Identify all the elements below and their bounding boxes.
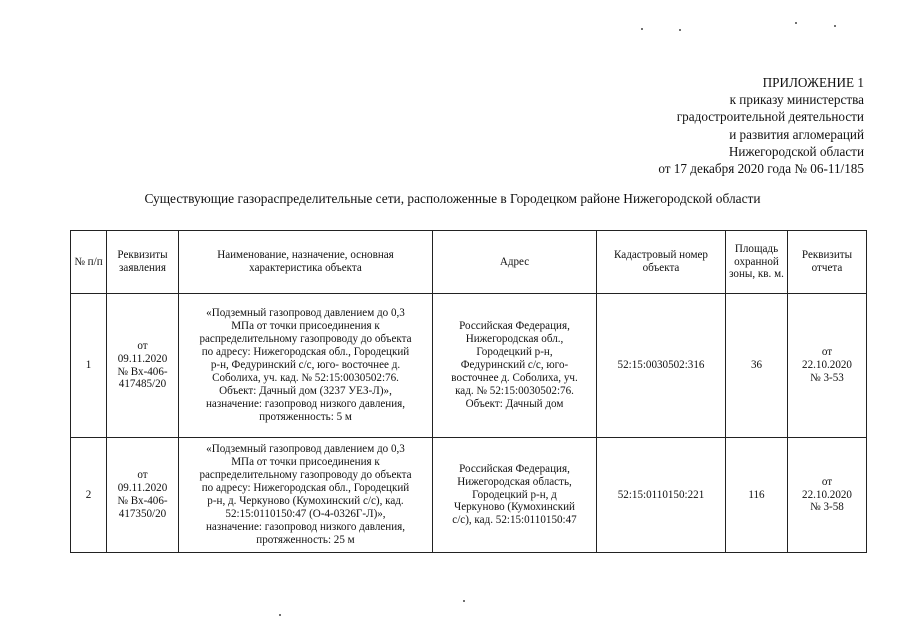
cell-num: 2 — [71, 438, 107, 553]
cell-address: Российская Федерация, Нижегородская обл., Городецкий р-н, Федуринский с/с, юго- восточнее д. Соболиха, уч. кад. № 52:15:0030502:76. Объект: Дачный дом — [433, 294, 597, 438]
appendix-title: ПРИЛОЖЕНИЕ 1 — [762, 75, 864, 90]
cell-request: от 09.11.2020 № Вх-406- 417350/20 — [107, 438, 179, 553]
table-header-row — [71, 231, 867, 294]
cell-address: Российская Федерация, Нижегородская область, Городецкий р-н, д Черкуново (Кумохинский с/с), кад. 52:15:0110150:47 — [433, 438, 597, 553]
cell-name: «Подземный газопровод давлением до 0,3 МПа от точки присоединения к распределительному газопроводу до объекта по адресу: Нижегородская обл., Городецкий р-н, Федуринский с/с, юго- восточнее д. Соболиха, уч. кад. № 52:15:0030502:76. Объект: Дачный дом (3237 УЕЗ-Л)», назначение: газопровод низкого давления, протяженность: 5 м — [179, 294, 433, 438]
header-cadastral: Кадастровый номер объекта — [597, 231, 726, 294]
header-report: Реквизиты отчета — [788, 231, 867, 294]
header-area: Площадь охранной зоны, кв. м. — [726, 231, 788, 294]
appendix-line: и развития агломераций — [729, 126, 864, 142]
header-address: Адрес — [433, 231, 597, 294]
cell-area: 36 — [726, 294, 788, 438]
cell-num: 1 — [71, 294, 107, 438]
appendix-line: Нижегородской области — [728, 143, 864, 159]
header-request: Реквизиты заявления — [107, 231, 179, 294]
appendix-header — [658, 74, 864, 177]
header-name: Наименование, назначение, основная характеристика объекта — [179, 231, 433, 294]
scan-speck — [834, 25, 836, 27]
scan-speck — [279, 614, 281, 616]
cell-name: «Подземный газопровод давлением до 0,3 МПа от точки присоединения к распределительному газопроводу до объекта по адресу: Нижегородская обл., Городецкий р-н, д. Черкуново (Кумохинский с/с), кад. 52:15:0110150:47 (О-4-0326Г-Л)», назначение: газопровод низкого давления, протяженность: 25 м — [179, 438, 433, 553]
scan-speck — [463, 600, 465, 602]
header-num: № п/п — [71, 231, 107, 294]
gas-network-table — [70, 230, 867, 553]
appendix-order-date: от 17 декабря 2020 года № 06-11/185 — [658, 161, 864, 177]
scan-speck — [679, 29, 681, 31]
cell-cadastral: 52:15:0110150:221 — [597, 438, 726, 553]
document-title: Существующие газораспределительные сети, расположенные в Городецком районе Нижегородской области — [144, 191, 761, 206]
appendix-line: градостроительной деятельности — [676, 109, 864, 125]
cell-area: 116 — [726, 438, 788, 553]
table-row — [71, 438, 867, 553]
scan-speck — [795, 22, 797, 24]
scan-speck — [641, 28, 643, 30]
cell-cadastral: 52:15:0030502:316 — [597, 294, 726, 438]
appendix-line: к приказу министерства — [729, 92, 864, 108]
cell-report: от 22.10.2020 № 3-53 — [788, 294, 867, 438]
table-row — [71, 294, 867, 438]
cell-report: от 22.10.2020 № 3-58 — [788, 438, 867, 553]
cell-request: от 09.11.2020 № Вх-406- 417485/20 — [107, 294, 179, 438]
